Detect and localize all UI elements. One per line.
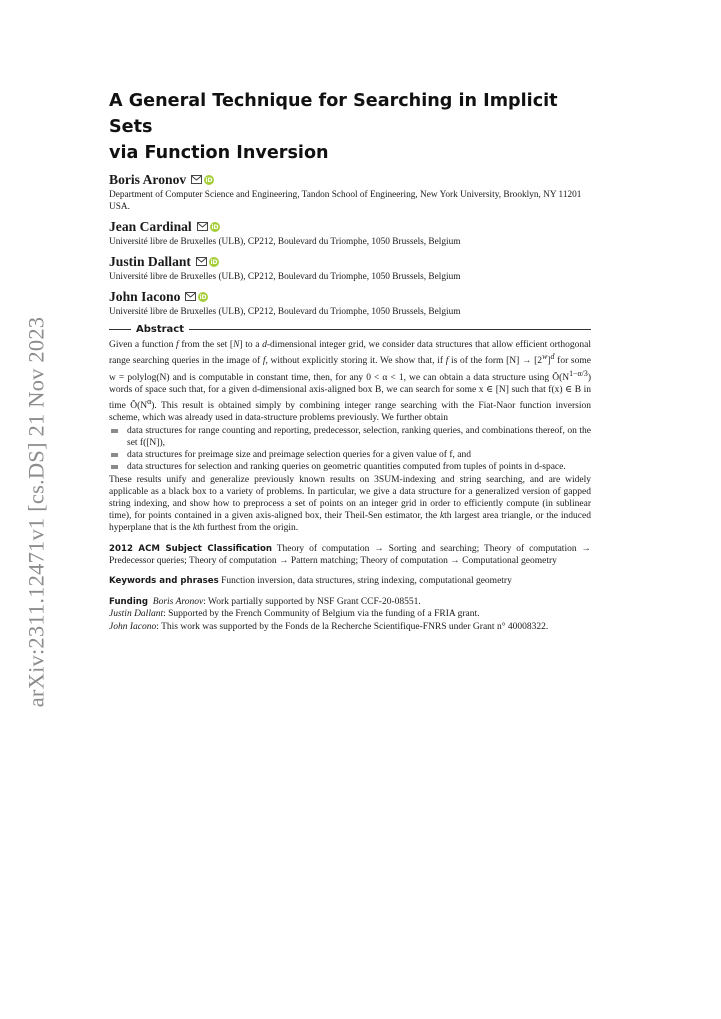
title-line-2: via Function Inversion <box>109 143 329 163</box>
funding-text: : Supported by the French Community of Belgium via the funding of a FRIA grant. <box>163 609 480 620</box>
funding-person: Boris Aronov <box>152 597 204 608</box>
author-affiliation: Université libre de Bruxelles (ULB), CP212, Boulevard du Triomphe, 1050 Brussels, Belgium <box>109 307 461 317</box>
envelope-icon[interactable] <box>197 222 208 231</box>
keywords-text: Function inversion, data structures, string indexing, computational geometry <box>221 575 512 586</box>
rule-left <box>109 329 131 330</box>
funding-section <box>109 596 591 633</box>
funding-line <box>109 596 591 608</box>
abstract-heading <box>109 324 591 335</box>
svg-text:iD: iD <box>205 176 213 184</box>
author-name: Justin Dallant <box>109 254 191 269</box>
svg-text:iD: iD <box>211 223 219 231</box>
funding-text: : This work was supported by the Fonds de la Recherche Scientifique-FNRS under Grant n° 40008322. <box>156 621 549 632</box>
funding-line <box>109 608 591 620</box>
author-block <box>109 219 591 248</box>
acm-text: Theory of computation → Sorting and searching; Theory of computation → Predecessor queries; Theory of computation → Pattern matching; Theory of computation → Computational geometry <box>109 543 591 566</box>
list-item <box>109 449 591 461</box>
arxiv-id-text: arXiv:2311.12471v1 [cs.DS] 21 Nov 2023 <box>23 316 48 708</box>
svg-text:iD: iD <box>210 258 218 266</box>
abstract-heading-label: Abstract <box>136 324 185 335</box>
math-var: k <box>192 523 198 534</box>
list-item-text: data structures for preimage size and preimage selection queries for a given value of f, and <box>127 450 471 461</box>
text-run: , without explicitly storing it. We show that, if <box>265 356 446 367</box>
arxiv-identifier-stamp <box>14 312 58 712</box>
orcid-icon[interactable] <box>198 292 208 302</box>
author-name: Jean Cardinal <box>109 219 192 234</box>
text-run: from the set [ <box>178 340 234 350</box>
envelope-icon[interactable] <box>196 257 207 266</box>
list-item <box>109 425 591 449</box>
math-var: d <box>262 340 267 350</box>
math-var: N <box>233 340 240 350</box>
keywords <box>109 575 591 587</box>
text-run: th largest area triangle, or the induced hyperplane that is the <box>109 511 591 534</box>
author-block <box>109 254 591 283</box>
funding-person: John Iacono <box>109 621 157 632</box>
paper-title <box>109 88 591 166</box>
title-line-1: A General Technique for Searching in Implicit Sets <box>109 91 558 137</box>
funding-label: Funding <box>109 597 149 608</box>
math-var: k <box>439 511 445 522</box>
acm-label: 2012 ACM Subject Classification <box>109 543 272 554</box>
abstract-paragraph-2 <box>109 474 591 535</box>
svg-text:iD: iD <box>199 293 207 301</box>
abstract-paragraph-1 <box>109 339 591 425</box>
funding-text: : Work partially supported by NSF Grant CCF-20-08551. <box>203 597 421 608</box>
acm-classification <box>109 543 591 567</box>
math-var: d <box>550 352 555 362</box>
author-name: John Iacono <box>109 289 181 304</box>
text-run: ] <box>547 356 551 367</box>
author-block <box>109 289 591 318</box>
author-affiliation: Université libre de Bruxelles (ULB), CP212, Boulevard du Triomphe, 1050 Brussels, Belgium <box>109 237 461 247</box>
text-run: These results unify and generalize previously known results on 3SUM-indexing and string searching, and are widely applicable as a black box to a variety of problems. In particular, we give a data structure for a generalized version of gapped string indexing, and show how to preprocess a set of points on an integer grid in order to efficiently compute (in sublinear time), for points contained in a given axis-aligned box, their Theil-Sen estimator, the <box>109 474 591 522</box>
orcid-icon[interactable] <box>204 175 214 185</box>
orcid-icon[interactable] <box>210 222 220 232</box>
math-var: f <box>445 356 449 367</box>
list-item-text: data structures for range counting and reporting, predecessor, selection, ranking queries, and combinations thereof, on the set f([N]), <box>127 425 591 448</box>
results-list <box>109 425 591 474</box>
math-var: w <box>542 352 548 362</box>
math-var: f <box>176 340 179 350</box>
bullet-marker <box>111 465 118 469</box>
text-run: for some w = polylog(N) and is computable in constant time, then, for any 0 < α < 1, we can obtain a data structure using Õ(N <box>109 356 591 383</box>
funding-person: Justin Dallant <box>109 609 164 620</box>
author-affiliation: Université libre de Bruxelles (ULB), CP212, Boulevard du Triomphe, 1050 Brussels, Belgium <box>109 272 461 282</box>
keywords-label: Keywords and phrases <box>109 575 219 586</box>
envelope-icon[interactable] <box>191 175 202 184</box>
text-run: th furthest from the origin. <box>197 523 299 534</box>
text-run: ) words of space such that, for a given d-dimensional axis-aligned box B, we can search for some x ∈ [N] such that f(x) ∈ B in time Õ(N <box>109 372 591 412</box>
bullet-marker <box>111 453 118 457</box>
text-run: is of the form [N] → [2 <box>448 356 543 367</box>
math-exponent: 1−α/3 <box>569 368 588 378</box>
math-exponent: α <box>147 397 152 407</box>
author-block <box>109 172 591 213</box>
author-name: Boris Aronov <box>109 172 187 187</box>
list-item-text: data structures for selection and ranking queries on geometric quantities computed from tuples of points in d-space. <box>127 462 566 473</box>
funding-line <box>109 621 591 633</box>
text-run: Given a function <box>109 340 177 350</box>
bullet-marker <box>111 429 118 433</box>
paper-first-page <box>109 88 591 633</box>
math-var: f <box>262 356 266 367</box>
list-item <box>109 461 591 473</box>
text-run: ] to a <box>239 340 263 350</box>
envelope-icon[interactable] <box>185 292 196 301</box>
rule-right <box>189 329 591 330</box>
orcid-icon[interactable] <box>209 257 219 267</box>
text-run: ). This result is obtained simply by combining integer range searching with the Fiat-Naor function inversion scheme, which was already used in data-structure problems previously. We further obtain <box>109 401 591 424</box>
text-run: -dimensional integer grid, we consider data structures that allow efficient orthogonal range searching queries in the image of <box>109 340 592 367</box>
author-affiliation: Department of Computer Science and Engineering, Tandon School of Engineering, New York University, Brooklyn, NY 11201 USA. <box>109 190 582 212</box>
